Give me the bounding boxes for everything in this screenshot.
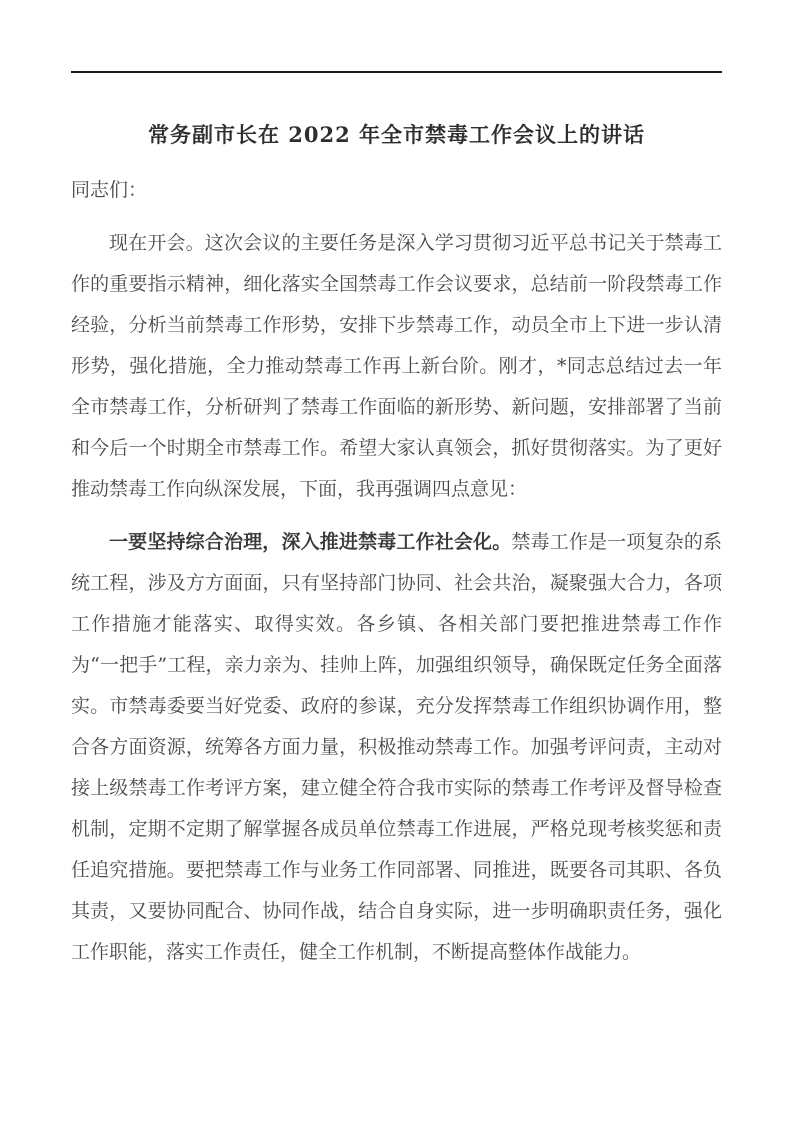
opening-paragraph-text: 现在开会。这次会议的主要任务是深入学习贯彻习近平总书记关于禁毒工作的重要指示精神，细化落实全国禁毒工作会议要求，总结前一阶段禁毒工作经验，分析当前禁毒工作形势，安排下步禁毒工作，动员全市上下进一步认清形势，强化措施，全力推动禁毒工作再上新台阶。刚才，*同志总结过去一年全市禁毒工作，分析研判了禁毒工作面临的新形势、新问题，安排部署了当前和今后一个时期全市禁毒工作。希望大家认真领会，抓好贯彻落实。为了更好推动禁毒工作向纵深发展，下面，我再强调四点意见： [71, 232, 722, 500]
header-rule [71, 71, 722, 73]
opening-paragraph [71, 223, 722, 510]
document-title: 常务副市长在 2022 年全市禁毒工作会议上的讲话 [147, 122, 646, 147]
point-one-lead: 一要坚持综合治理，深入推进禁毒工作社会化。 [109, 531, 512, 553]
document-body [71, 170, 722, 973]
point-one-text: 禁毒工作是一项复杂的系统工程，涉及方方面面，只有坚持部门协同、社会共治，凝聚强大合力，各项工作措施才能落实、取得实效。各乡镇、各相关部门要把推进禁毒工作作为“一把手”工程，亲力亲为、挂帅上阵，加强组织领导，确保既定任务全面落实。市禁毒委要当好党委、政府的参谋，充分发挥禁毒工作组织协调作用，整合各方面资源，统筹各方面力量，积极推动禁毒工作。加强考评问责，主动对接上级禁毒工作考评方案，建立健全符合我市实际的禁毒工作考评及督导检查机制，定期不定期了解掌握各成员单位禁毒工作进展，严格兑现考核奖惩和责任追究措施。要把禁毒工作与业务工作同部署、同推进，既要各司其职、各负其责，又要协同配合、协同作战，结合自身实际，进一步明确职责任务，强化工作职能，落实工作责任，健全工作机制，不断提高整体作战能力。 [71, 531, 722, 963]
point-one-paragraph [71, 522, 722, 973]
salutation: 同志们： [71, 179, 148, 201]
